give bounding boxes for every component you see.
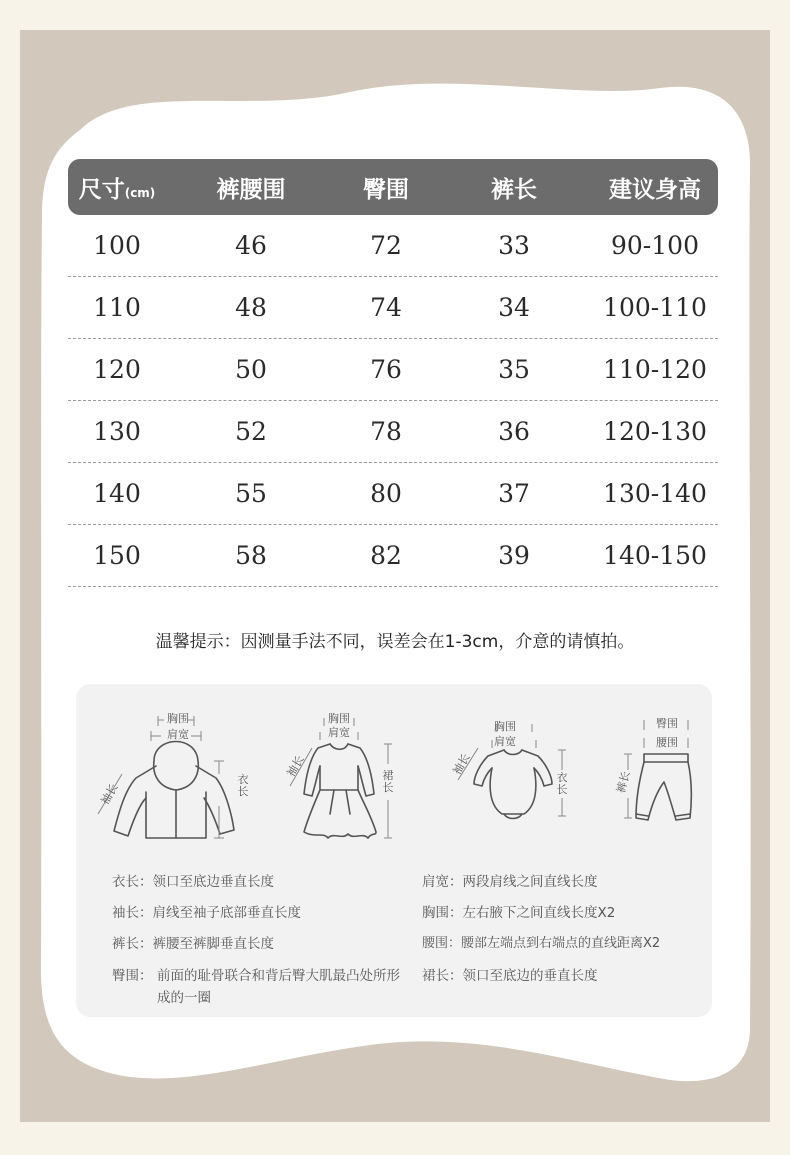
table-cell: 120-130 [603,417,707,446]
romper-shoulder-label: 肩宽 [494,735,516,748]
definition-term: 裤长： [112,936,153,952]
definition-text: 两段肩线之间直线长度 [462,874,598,890]
jacket-length-label: 衣长 [237,773,249,798]
definition-chest [422,902,712,924]
table-row [68,463,718,525]
table-cell: 78 [370,417,402,446]
definition-text: 领口至底边垂直长度 [152,874,274,890]
table-row [68,277,718,339]
romper-sleeve-label: 袖长 [450,751,473,778]
table-cell: 140 [93,479,141,508]
header-hip: 臀围 [363,176,409,203]
table-cell: 80 [370,479,402,508]
table-cell: 46 [235,231,267,260]
table-cell: 52 [235,417,267,446]
table-cell: 72 [370,231,402,260]
table-cell: 82 [370,541,402,570]
header-length: 裤长 [491,176,537,203]
pants-length-label: 裤长 [614,769,633,795]
table-cell: 35 [498,355,530,384]
definition-text: 领口至底边的垂直长度 [462,968,598,984]
table-cell: 58 [235,541,267,570]
definition-hip [112,965,412,1009]
table-cell: 100 [93,231,141,260]
table-cell: 34 [498,293,530,322]
pants-figure [614,710,704,830]
table-row [68,339,718,401]
table-cell: 50 [235,355,267,384]
table-row [68,525,718,587]
table-cell: 36 [498,417,530,446]
definition-waist [422,933,712,955]
pants-hip-label: 臀围 [656,717,678,730]
table-cell: 110 [93,293,141,322]
table-cell: 74 [370,293,402,322]
unit-label: (cm) [124,185,156,200]
header-height: 建议身高 [609,176,701,203]
jacket-icon [96,706,236,841]
definition-term: 肩宽： [422,874,463,890]
romper-length-label: 衣长 [556,771,568,796]
dress-shoulder-label: 肩宽 [328,726,350,739]
table-row [68,215,718,277]
table-body [68,215,718,587]
table-header [68,159,718,215]
table-cell: 100-110 [603,293,707,322]
table-cell: 110-120 [603,355,707,384]
definition-text: 腰部左端点到右端点的直线距离X2 [461,936,661,951]
definition-text: 裤腰至裤脚垂直长度 [152,936,274,952]
jacket-figure [96,706,249,841]
table-cell: 39 [498,541,530,570]
table-cell: 48 [235,293,267,322]
definition-term: 胸围： [422,905,463,921]
table-cell: 76 [370,355,402,384]
definition-term: 袖长： [112,905,153,921]
romper-chest-label: 胸围 [494,720,516,733]
definition-shoulder-width [422,871,712,893]
size-table [68,159,718,587]
measurement-tip: 温馨提示：因测量手法不同，误差会在1-3cm，介意的请慎拍。 [155,632,635,652]
table-cell: 90-100 [611,231,699,260]
dress-figure [284,714,404,844]
definition-clothing-length [112,871,412,893]
table-cell: 37 [498,479,530,508]
romper-figure [452,718,577,828]
measurement-guide [76,684,712,1017]
pants-waist-label: 腰围 [656,736,678,749]
table-cell: 55 [235,479,267,508]
definition-pants-length [112,933,412,955]
definition-text: 肩线至袖子底部垂直长度 [152,905,301,921]
definition-text: 左右腋下之间直线长度X2 [462,905,616,921]
table-cell: 130 [93,417,141,446]
jacket-shoulder-label: 肩宽 [167,728,189,741]
definition-skirt-length [422,965,712,987]
definition-term: 腰围： [422,936,462,951]
jacket-sleeve-label: 袖长 [98,781,121,808]
dress-chest-label: 胸围 [328,712,350,725]
jacket-chest-label: 胸围 [167,712,189,725]
header-size: 尺寸(cm) [78,176,156,203]
dress-sleeve-label: 袖长 [284,753,307,780]
table-cell: 140-150 [603,541,707,570]
definition-term: 裙长： [422,968,463,984]
definition-term: 臀围： [112,968,153,984]
table-cell: 120 [93,355,141,384]
definition-text: 前面的耻骨联合和背后臀大肌最凸处所形成的一圈 [157,968,400,1006]
table-cell: 150 [93,541,141,570]
table-cell: 33 [498,231,530,260]
header-waist: 裤腰围 [216,176,286,203]
definition-sleeve-length [112,902,412,924]
table-row [68,401,718,463]
table-cell: 130-140 [603,479,707,508]
definition-term: 衣长： [112,874,153,890]
dress-skirt-label: 裙长 [382,769,394,794]
